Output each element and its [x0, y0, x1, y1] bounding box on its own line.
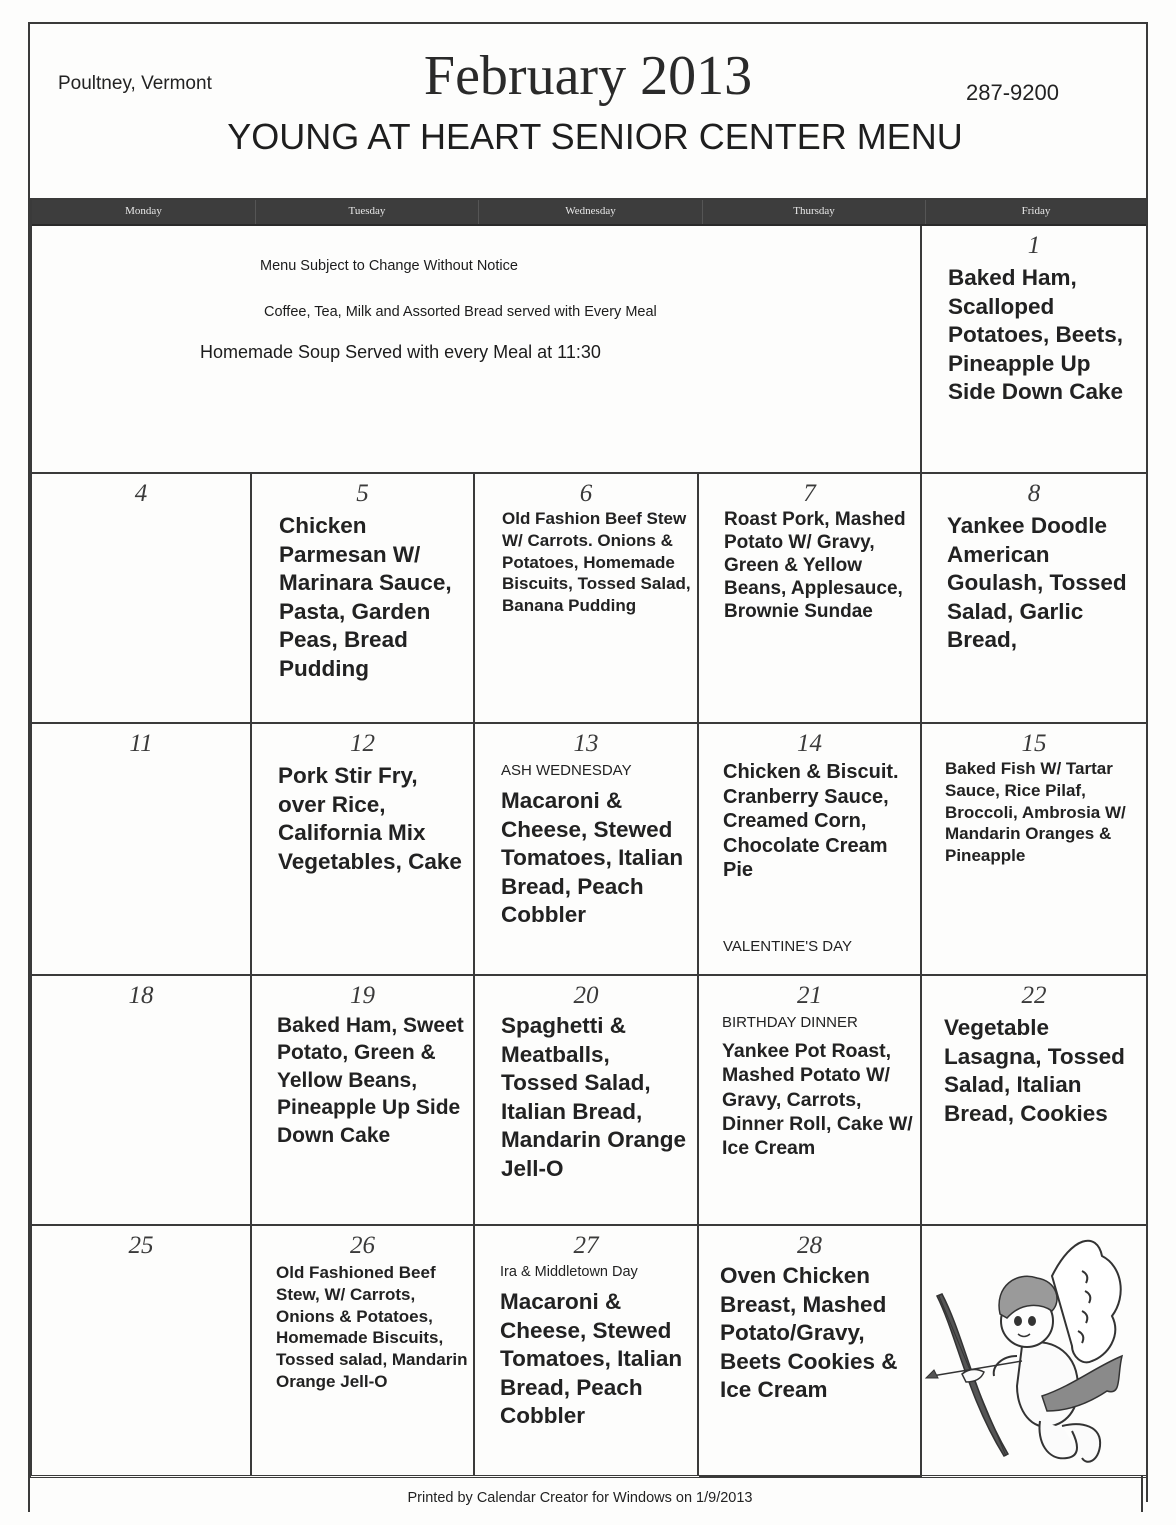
day-note: BIRTHDAY DINNER	[722, 1014, 858, 1031]
day-cell-1	[920, 226, 1146, 472]
day-cell-25	[32, 1226, 252, 1476]
calendar-grid	[30, 198, 1148, 1478]
day-menu: Spaghetti & Meatballs, Tossed Salad, Italian Bread, Mandarin Orange Jell-O	[501, 1013, 687, 1181]
day-number: 18	[128, 982, 154, 1009]
day-number: 19	[350, 982, 375, 1009]
day-cell-20	[475, 976, 699, 1224]
day-cell-11	[32, 724, 252, 974]
weekday-thursday: Thursday	[703, 200, 926, 224]
day-cell-6	[475, 474, 699, 722]
day-cell-8	[922, 474, 1146, 722]
notice-area	[32, 226, 920, 472]
center-menu-title: YOUNG AT HEART SENIOR CENTER MENU	[227, 116, 963, 157]
day-menu: Old Fashioned Beef Stew, W/ Carrots, Onions & Potatoes, Homemade Biscuits, Tossed salad, Mandarin Orange Jell-O	[276, 1263, 468, 1391]
day-cell-22	[922, 976, 1146, 1224]
day-number: 21	[797, 982, 822, 1009]
weekday-wednesday: Wednesday	[479, 200, 703, 224]
day-number: 1	[1027, 232, 1041, 259]
day-number: 25	[128, 1232, 154, 1259]
day-cell-19	[252, 976, 475, 1224]
notice-beverages: Coffee, Tea, Milk and Assorted Bread served with Every Meal	[264, 304, 657, 320]
day-note: ASH WEDNESDAY	[501, 762, 632, 779]
day-cell-21	[699, 976, 922, 1224]
day-number: 5	[356, 480, 369, 507]
day-menu: Yankee Pot Roast, Mashed Potato W/ Gravy, Carrots, Dinner Roll, Cake W/ Ice Cream	[722, 1040, 913, 1160]
day-cell-14	[699, 724, 922, 974]
day-menu: Baked Ham, Sweet Potato, Green & Yellow Beans, Pineapple Up Side Down Cake	[277, 1014, 464, 1147]
day-menu: Oven Chicken Breast, Mashed Potato/Gravy, Beets Cookies & Ice Cream	[720, 1263, 898, 1403]
day-menu: Macaroni & Cheese, Stewed Tomatoes, Italian Bread, Peach Cobbler	[500, 1289, 683, 1429]
day-number: 14	[797, 730, 822, 757]
day-note-bottom: VALENTINE'S DAY	[723, 938, 853, 955]
week-row-3	[32, 724, 1146, 976]
day-number: 7	[803, 480, 816, 507]
day-number: 12	[350, 730, 375, 757]
day-menu: Old Fashion Beef Stew W/ Carrots. Onions & Potatoes, Homemade Biscuits, Tossed Salad, Banana Pudding	[502, 509, 691, 616]
day-menu: Baked Fish W/ Tartar Sauce, Rice Pilaf, Broccoli, Ambrosia W/ Mandarin Oranges & Pineapple	[945, 759, 1126, 866]
day-number: 22	[1021, 982, 1047, 1009]
week-row-1	[32, 226, 1146, 474]
weekday-tuesday: Tuesday	[256, 200, 479, 224]
day-number: 8	[1027, 480, 1041, 507]
day-cell-27	[475, 1226, 699, 1476]
day-menu: Roast Pork, Mashed Potato W/ Gravy, Green & Yellow Beans, Applesauce, Brownie Sundae	[724, 509, 906, 622]
day-menu: Pork Stir Fry, over Rice, California Mix Vegetables, Cake	[278, 763, 462, 874]
cupid-illustration-icon	[922, 1226, 1146, 1476]
day-cell-26	[252, 1226, 475, 1476]
notice-change: Menu Subject to Change Without Notice	[260, 258, 518, 274]
day-cell-5	[252, 474, 475, 722]
day-menu: Macaroni & Cheese, Stewed Tomatoes, Italian Bread, Peach Cobbler	[501, 788, 684, 928]
day-cell-28	[699, 1226, 922, 1478]
notice-soup: Homemade Soup Served with every Meal at 11:30	[200, 342, 601, 362]
day-number: 27	[573, 1232, 599, 1259]
week-row-4	[32, 976, 1146, 1226]
weekday-friday: Friday	[1021, 205, 1051, 217]
cupid-cell	[922, 1226, 1146, 1476]
phone-number: 287-9200	[966, 80, 1059, 105]
month-title: February 2013	[423, 45, 753, 107]
day-cell-13	[475, 724, 699, 974]
day-cell-15	[922, 724, 1146, 974]
day-menu: Chicken & Biscuit. Cranberry Sauce, Creamed Corn, Chocolate Cream Pie	[723, 761, 899, 881]
day-menu: Vegetable Lasagna, Tossed Salad, Italian Bread, Cookies	[944, 1015, 1125, 1126]
day-number: 11	[129, 730, 153, 757]
day-cell-7	[699, 474, 922, 722]
day-number: 20	[573, 982, 599, 1009]
weekday-monday: Monday	[32, 200, 256, 224]
day-number: 13	[573, 730, 599, 757]
printed-by-footer: Printed by Calendar Creator for Windows on 1/9/2013	[407, 1490, 753, 1506]
day-number: 15	[1021, 730, 1047, 757]
day-menu: Yankee Doodle American Goulash, Tossed Salad, Garlic Bread,	[947, 513, 1127, 653]
location-label: Poultney, Vermont	[58, 73, 212, 94]
day-number: 26	[350, 1232, 375, 1259]
day-menu: Baked Ham, Scalloped Potatoes, Beets, Pineapple Up Side Down Cake	[948, 265, 1124, 405]
weekday-header	[32, 200, 1146, 226]
day-cell-12	[252, 724, 475, 974]
day-menu: Chicken Parmesan W/ Marinara Sauce, Pasta, Garden Peas, Bread Pudding	[279, 513, 452, 681]
week-row-2	[32, 474, 1146, 724]
week-row-5	[32, 1226, 1146, 1476]
day-number: 4	[134, 480, 148, 507]
day-number: 28	[797, 1232, 822, 1259]
day-note: Ira & Middletown Day	[500, 1264, 638, 1280]
day-cell-18	[32, 976, 252, 1224]
day-number: 6	[579, 480, 593, 507]
day-cell-4	[32, 474, 252, 722]
